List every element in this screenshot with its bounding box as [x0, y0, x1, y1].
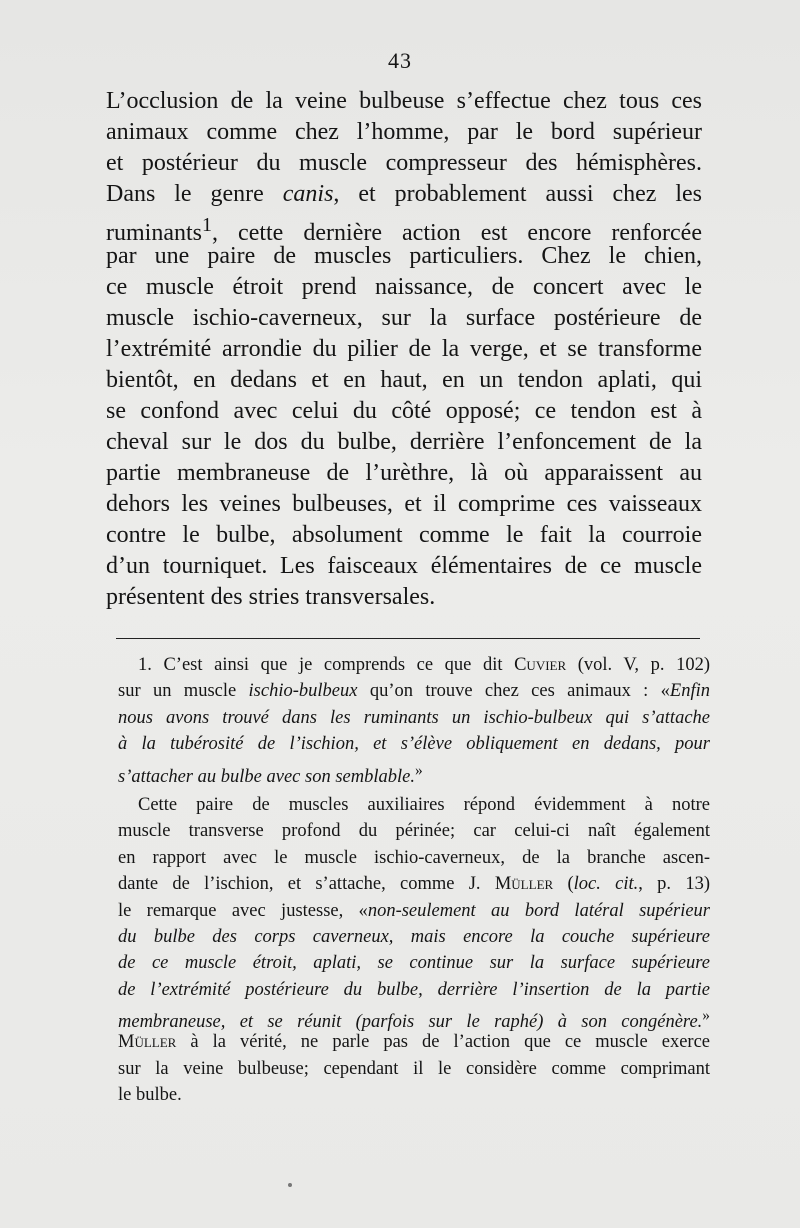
page-number: 43 [388, 48, 412, 73]
footnote-line: à la tubérosité de l’ischion, et s’élève obliquement en dedans, pour [118, 734, 710, 755]
italic-term: canis [282, 181, 334, 207]
text-line: ce muscle étroit prend naissance, de concert avec le [106, 274, 702, 300]
footnote-line: de ce muscle étroit, aplati, se continue sur la surface supérieure [118, 953, 710, 974]
author-name: Cuvier [514, 655, 567, 675]
text-line: et postérieur du muscle compresseur des hémisphères. [106, 150, 702, 176]
footnote-line: Müller à la vérité, ne parle pas de l’action que ce muscle exerce [118, 1032, 710, 1053]
author-name: Müller [118, 1032, 177, 1053]
text-line: partie membraneuse de l’urèthre, là où apparaissent au [106, 460, 702, 486]
footnote-line: membraneuse, et se réunit (parfois sur le raphé) à son congénère.» [118, 1007, 710, 1033]
footnote-line: 1. C’est ainsi que je comprends ce que dit Cuvier (vol. V, p. 102) [138, 655, 710, 675]
paper-speck [288, 1183, 292, 1187]
text-line: d’un tourniquet. Les faisceaux élémentaires de ce muscle [106, 553, 702, 579]
text-line: L’occlusion de la veine bulbeuse s’effectue chez tous ces [106, 88, 702, 114]
text-line: présentent des stries transversales. [106, 584, 436, 610]
text-line: Dans le genre canis, et probablement aussi chez les [106, 181, 702, 207]
footnote-line: en rapport avec le muscle ischio-caverneux, de la branche ascen- [118, 847, 710, 868]
text-line: muscle ischio-caverneux, sur la surface postérieure de [106, 305, 702, 331]
footnote-divider [116, 638, 700, 639]
footnote-line: le remarque avec justesse, «non-seulement au bord latéral supérieur [118, 900, 710, 921]
footnote-line: sur un muscle ischio-bulbeux qu’on trouve chez ces animaux : «Enfin [118, 681, 710, 702]
main-paragraph [106, 86, 702, 613]
footnote-line: dante de l’ischion, et s’attache, comme J. Müller (loc. cit., p. 13) [118, 874, 710, 895]
author-name: Müller [494, 874, 554, 895]
footnote-line: muscle transverse profond du périnée; car celui-ci naît également [118, 821, 710, 842]
text-line: l’extrémité arrondie du pilier de la verge, et se transforme [106, 336, 702, 362]
footnote-reference: 1 [202, 214, 212, 236]
text-line: contre le bulbe, absolument comme le fait la courroie [106, 522, 702, 548]
text-line: bientôt, en dedans et en haut, en un tendon aplati, qui [106, 367, 702, 393]
text-line: ruminants$^1$, cette dernière action est encore renforcée [106, 214, 702, 246]
text-line: cheval sur le dos du bulbe, derrière l’enfoncement de la [106, 429, 702, 455]
text-line: par une paire de muscles particuliers. Chez le chien, [106, 243, 702, 269]
footnote [118, 652, 710, 1109]
footnote-line: le bulbe. [118, 1085, 182, 1106]
footnote-line: du bulbe des corps caverneux, mais encore la couche supérieure [118, 926, 710, 947]
footnote-line: sur la veine bulbeuse; cependant il le considère comme comprimant [118, 1058, 710, 1079]
footnote-line: nous avons trouvé dans les ruminants un ischio-bulbeux qui s’attache [118, 707, 710, 728]
footnote-line: s’attacher au bulbe avec son semblable.» [118, 761, 423, 787]
text-line: se confond avec celui du côté opposé; ce tendon est à [106, 398, 702, 424]
footnote-line: Cette paire de muscles auxiliaires répond évidemment à notre [138, 794, 710, 815]
text-line: animaux comme chez l’homme, par le bord supérieur [106, 119, 702, 145]
text-line: dehors les veines bulbeuses, et il comprime ces vaisseaux [106, 491, 702, 517]
footnote-line: de l’extrémité postérieure du bulbe, derrière l’insertion de la partie [118, 979, 710, 1000]
